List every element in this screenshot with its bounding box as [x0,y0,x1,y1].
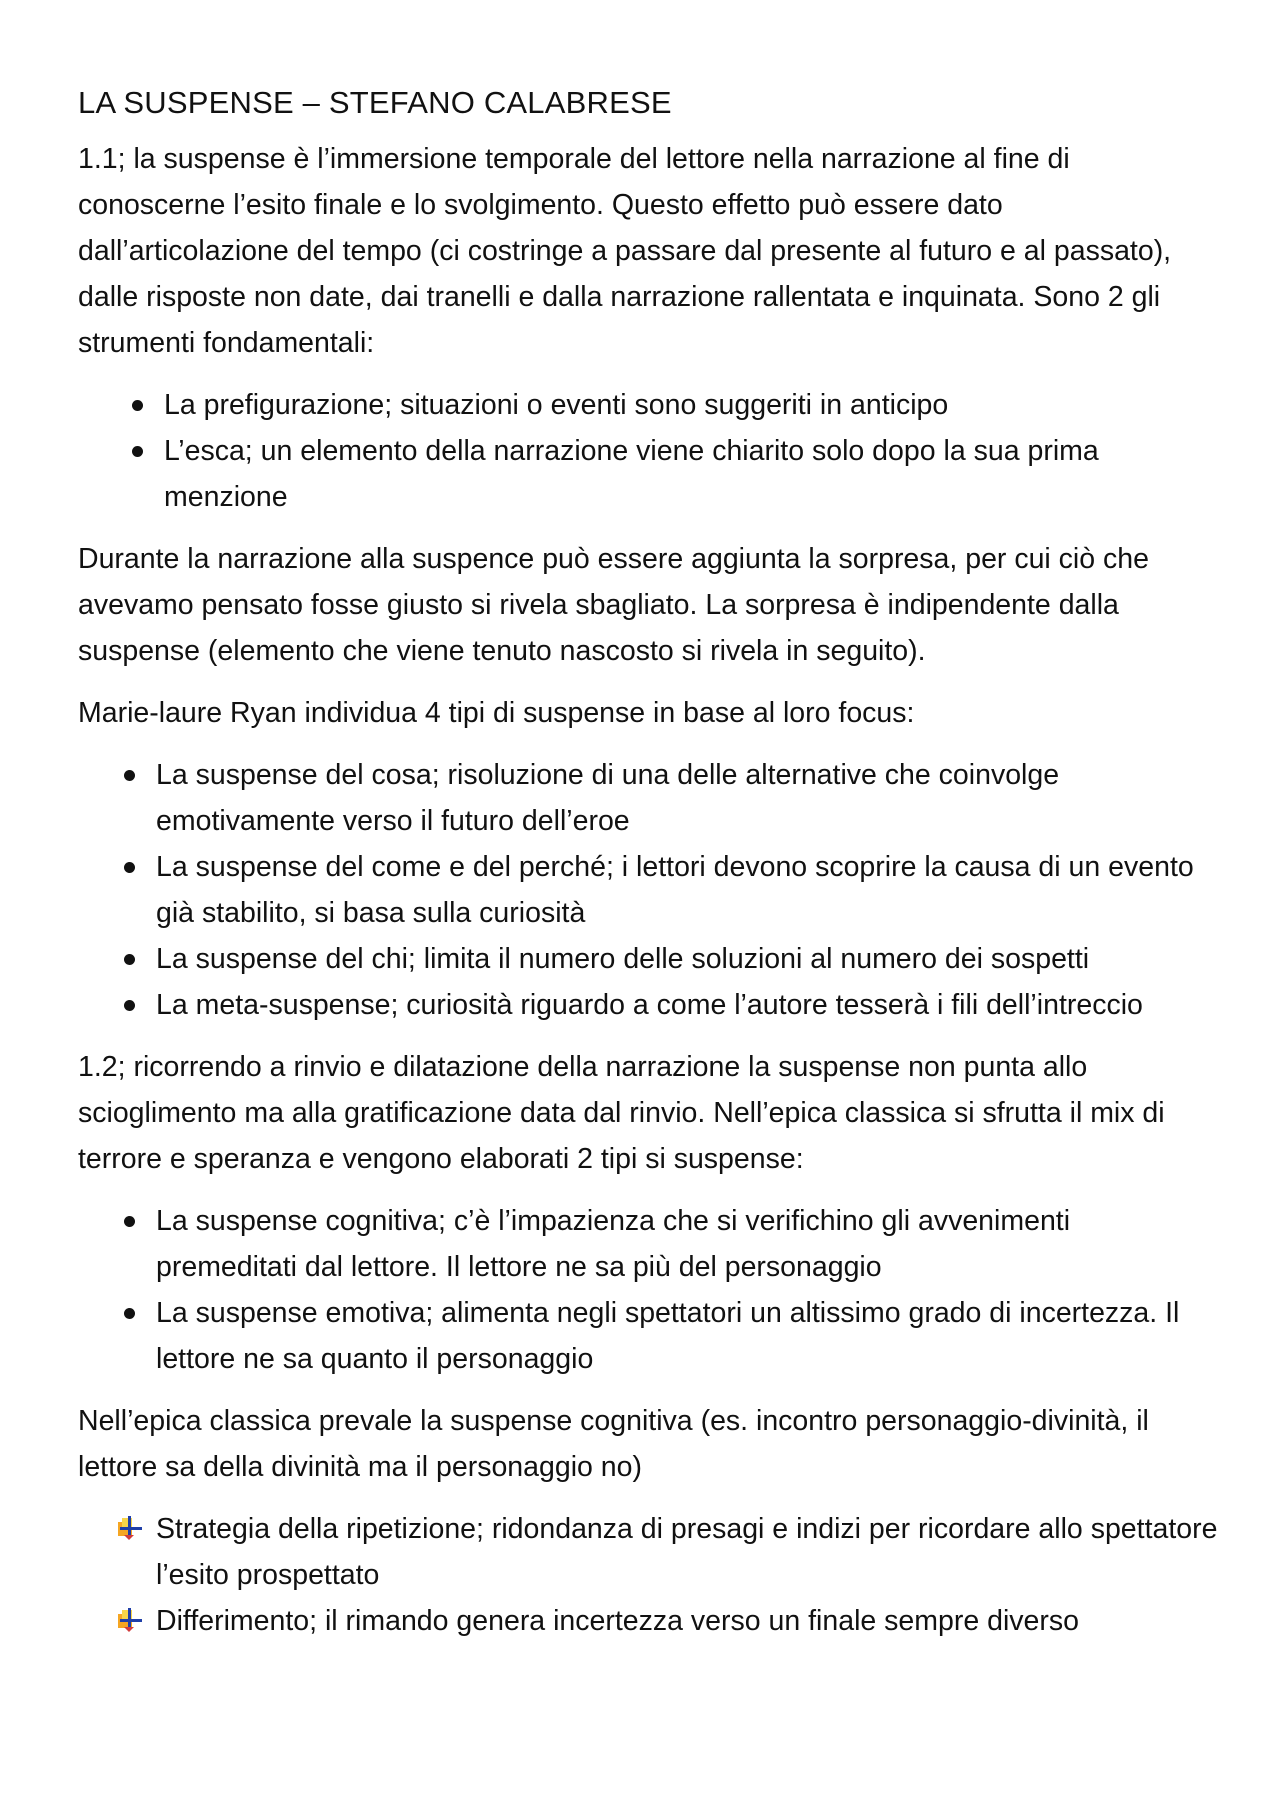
list-item: La suspense cognitiva; c’è l’impazienza che si verifichino gli avvenimenti premeditati dal lettore. Il lettore ne sa più del personaggio [78,1198,1218,1290]
paragraph-cognitive: Nell’epica classica prevale la suspense cognitiva (es. incontro personaggio-divinità, il lettore sa della divinità ma il personaggio no) [78,1405,1149,1483]
bullet-list-tools [78,382,1218,520]
document-title: LA SUSPENSE – STEFANO CALABRESE [78,85,672,120]
list-item: La suspense del come e del perché; i lettori devono scoprire la causa di un evento già stabilito, si basa sulla curiosità [78,844,1218,936]
document-page [78,80,1218,1644]
bullet-icon [124,770,135,781]
bullet-icon [124,1308,135,1319]
bullet-list-epic-types [78,1198,1218,1382]
list-item: Strategia della ripetizione; ridondanza di presagi e indizi per ricordare allo spettatore l’esito prospettato [78,1506,1218,1598]
bullet-icon [124,1216,135,1227]
paragraph-ryan: Marie-laure Ryan individua 4 tipi di suspense in base al loro focus: [78,697,915,729]
list-item: La suspense emotiva; alimenta negli spettatori un altissimo grado di incertezza. Il lettore ne sa quanto il personaggio [78,1290,1218,1382]
list-item: Differimento; il rimando genera incertezza verso un finale sempre diverso [78,1598,1218,1644]
bullet-icon [132,446,143,457]
list-item: La prefigurazione; situazioni o eventi sono suggeriti in anticipo [78,382,1218,428]
bullet-icon [132,400,143,411]
arrow-bullet-icon [116,1515,144,1541]
list-item: L’esca; un elemento della narrazione viene chiarito solo dopo la sua prima menzione [78,428,1218,520]
paragraph-intro: 1.1; la suspense è l’immersione temporale del lettore nella narrazione al fine di conoscerne l’esito finale e lo svolgimento. Questo effetto può essere dato dall’articolazione del tempo (ci costringe a passare dal presente al futuro e al passato), dalle risposte non date, dai tranelli e dalla narrazione rallentata e inquinata. Sono 2 gli strumenti fondamentali: [78,143,1172,359]
list-item: La meta-suspense; curiosità riguardo a come l’autore tesserà i fili dell’intreccio [78,982,1218,1028]
list-item: La suspense del chi; limita il numero delle soluzioni al numero dei sospetti [78,936,1218,982]
bullet-icon [124,862,135,873]
arrow-bullet-icon [116,1607,144,1633]
paragraph-surprise: Durante la narrazione alla suspence può essere aggiunta la sorpresa, per cui ciò che avevamo pensato fosse giusto si rivela sbagliato. La sorpresa è indipendente dalla suspense (elemento che viene tenuto nascosto si rivela in seguito). [78,543,1149,667]
bullet-icon [124,1000,135,1011]
list-item: La suspense del cosa; risoluzione di una delle alternative che coinvolge emotivamente verso il futuro dell’eroe [78,752,1218,844]
arrow-list-strategies [78,1506,1218,1644]
paragraph-epic: 1.2; ricorrendo a rinvio e dilatazione della narrazione la suspense non punta allo scioglimento ma alla gratificazione data dal rinvio. Nell’epica classica si sfrutta il mix di terrore e speranza e vengono elaborati 2 tipi si suspense: [78,1051,1165,1175]
bullet-list-suspense-types [78,752,1218,1028]
bullet-icon [124,954,135,965]
